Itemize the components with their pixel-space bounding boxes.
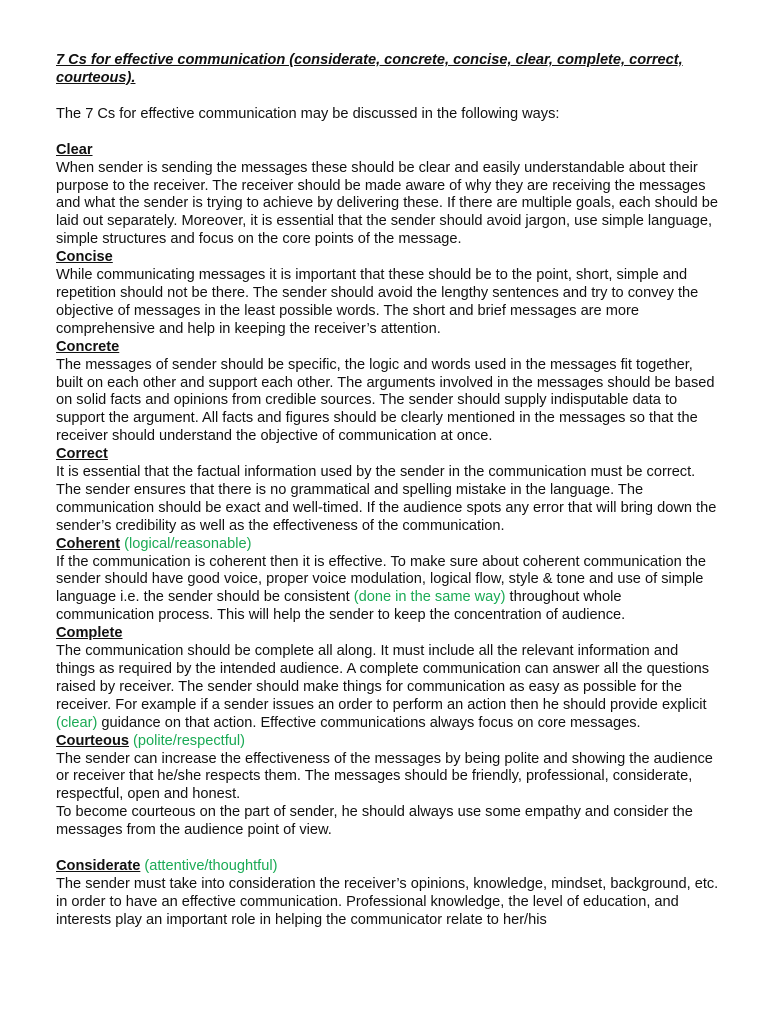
paragraph-text: If the communication is coherent then it is effective. To make sure about coherent communication the sender should have good voice, proper voice modulation, logical flow, style & tone and use of simple language i.e. the sender should be consistent xyxy=(56,553,707,606)
section-heading-note: (attentive/thoughtful) xyxy=(144,858,278,875)
inline-note: (done in the same way) xyxy=(353,589,506,606)
section-heading: Considerate xyxy=(56,858,141,875)
section-heading: Courteous xyxy=(56,732,129,749)
section-paragraph xyxy=(56,464,720,536)
section-heading-line xyxy=(56,858,720,876)
paragraph-text: throughout whole communication process. This will help the sender to keep the concentration of audience. xyxy=(56,589,626,624)
section-heading: Complete xyxy=(56,625,123,642)
section-heading-line xyxy=(56,446,720,464)
section-concise xyxy=(56,249,720,339)
paragraph-text: The messages of sender should be specific, the logic and words used in the messages fit together, built on each other and support each other. The arguments involved in the messages should be based on solid facts and opinions from credible sources. The sender should supply indisputable data to support the argument. All facts and figures should be clearly mentioned in the messages so that the receiver should understand the objective of communication at once. xyxy=(56,356,715,445)
section-paragraph xyxy=(56,876,720,930)
section-coherent xyxy=(56,536,720,626)
section-heading: Correct xyxy=(56,446,108,463)
paragraph-text: guidance on that action. Effective communications always focus on core messages. xyxy=(97,714,641,731)
paragraph-text: When sender is sending the messages these should be clear and easily understandable about their purpose to the receiver. The receiver should be made aware of why they are receiving the messages and what the sender is trying to achieve by delivering these. If there are multiple goals, each should be laid out separately. Moreover, it is essential that the sender should avoid jargon, use simple language, simple structures and focus on the core points of the message. xyxy=(56,159,718,248)
section-heading-line xyxy=(56,249,720,267)
section-paragraph xyxy=(56,554,720,626)
section-heading: Clear xyxy=(56,141,93,158)
section-heading: Concise xyxy=(56,249,113,266)
document-title: 7 Cs for effective communication (considerate, concrete, concise, clear, complete, correct, courteous). xyxy=(56,52,683,86)
document-body xyxy=(56,52,720,930)
section-heading: Concrete xyxy=(56,338,120,355)
section-paragraph xyxy=(56,357,720,447)
section-heading-line xyxy=(56,142,720,160)
section-correct xyxy=(56,446,720,536)
intro-paragraph: The 7 Cs for effective communication may be discussed in the following ways: xyxy=(56,105,560,122)
section-paragraph xyxy=(56,751,720,805)
section-paragraph xyxy=(56,267,720,339)
paragraph-text: The sender can increase the effectiveness of the messages by being polite and showing the audience or receiver that he/she respects them. The messages should be friendly, professional, considerate, respectful, open and honest. xyxy=(56,750,713,803)
section-heading-note: (polite/respectful) xyxy=(133,732,245,749)
inline-note: (clear) xyxy=(56,714,98,731)
section-heading-line xyxy=(56,733,720,751)
section-heading: Coherent xyxy=(56,535,121,552)
sections-container xyxy=(56,142,720,930)
paragraph-text: The sender must take into consideration the receiver’s opinions, knowledge, mindset, background, etc. in order to have an effective communication. Professional knowledge, the level of education, and interests play an important role in helping the communicator relate to her/his xyxy=(56,875,719,928)
section-clear xyxy=(56,142,720,249)
section-heading-line xyxy=(56,339,720,357)
section-heading-line xyxy=(56,536,720,554)
section-courteous xyxy=(56,733,720,840)
paragraph-text: To become courteous on the part of sender, he should always use some empathy and consider the messages from the audience point of view. xyxy=(56,804,693,839)
paragraph-text: While communicating messages it is important that these should be to the point, short, simple and repetition should not be there. The sender should avoid the lengthy sentences and try to convey the objective of messages in the least possible words. The short and brief messages are more comprehensive and help in keeping the receiver’s attention. xyxy=(56,267,699,337)
section-considerate xyxy=(56,858,720,930)
paragraph-text: It is essential that the factual information used by the sender in the communication must be correct. The sender ensures that there is no grammatical and spelling mistake in the language. The communication should be exact and well-timed. If the audience spots any error that will bring down the sender’s credibility as well as the effectiveness of the communication. xyxy=(56,464,717,534)
section-concrete xyxy=(56,339,720,446)
section-heading-line xyxy=(56,625,720,643)
section-heading-note: (logical/reasonable) xyxy=(124,535,252,552)
section-paragraph xyxy=(56,643,720,733)
paragraph-text: The communication should be complete all along. It must include all the relevant information and things as required by the intended audience. A complete communication can answer all the questions raised by receiver. The sender should make things for communication as easy as possible for the receiver. For example if a sender issues an order to perform an action then he should provide explicit xyxy=(56,643,710,713)
section-complete xyxy=(56,625,720,732)
section-paragraph xyxy=(56,804,720,840)
section-paragraph xyxy=(56,160,720,250)
